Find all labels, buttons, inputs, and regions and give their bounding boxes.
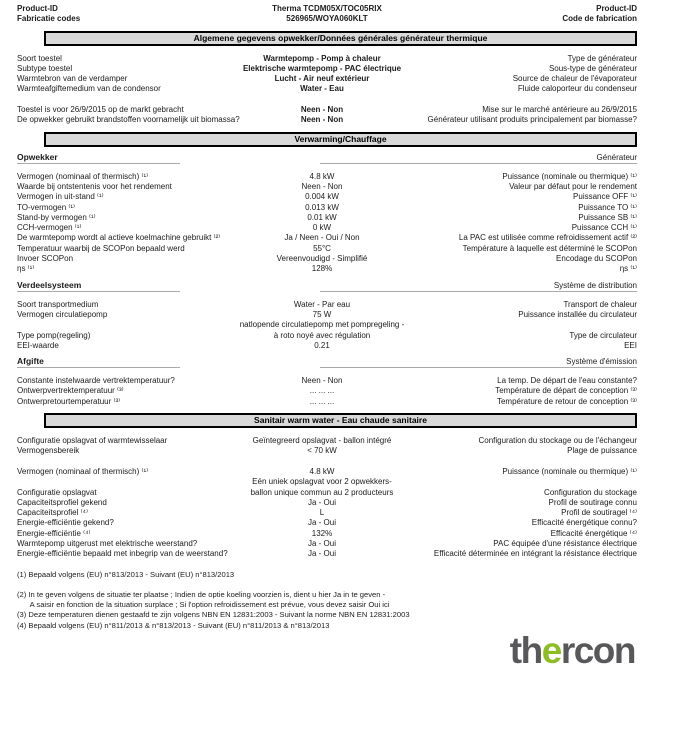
row-value-cell	[237, 182, 407, 192]
row-value-cell	[237, 54, 407, 64]
row-label-fr-cell	[407, 54, 637, 64]
row-label-fr: Efficacité énergétique connu?	[531, 518, 637, 528]
row-value-cell	[237, 331, 407, 341]
row-value-cell	[237, 172, 407, 182]
section-bar: Algemene gegevens opwekker/Données générales générateur thermique	[44, 31, 637, 46]
row-label-fr: Plage de puissance	[567, 446, 637, 456]
row-value-cell	[237, 320, 407, 330]
row-value: 55°C	[313, 243, 331, 253]
row-label-nl-cell	[17, 488, 237, 498]
row-label-fr: Transport de chaleur	[563, 299, 637, 309]
row-label-fr: Fluide caloporteur du condenseur	[517, 84, 637, 94]
row-value: 128%	[311, 264, 333, 274]
row-value-cell	[237, 203, 407, 213]
row-label-nl-cell	[17, 64, 237, 74]
data-row	[0, 331, 675, 341]
row-label-nl-cell	[17, 264, 237, 274]
row-label-nl-cell	[17, 331, 237, 341]
data-row	[0, 213, 675, 223]
row-label-fr-cell	[407, 105, 637, 115]
data-row	[0, 488, 675, 498]
subsection-title-nl: Verdeelsysteem	[17, 280, 180, 292]
row-label-fr: Profil de soutirage connu	[548, 497, 637, 507]
row-label-fr-cell	[407, 264, 637, 274]
row-label-nl-cell	[17, 54, 237, 64]
row-label-fr: Source de chaleur de l'évaporateur	[512, 74, 637, 84]
row-value: Ja - Oui	[307, 538, 336, 548]
row-value: Water - Par eau	[293, 299, 351, 309]
row-value-cell	[237, 300, 407, 310]
row-label-nl: EEI-waarde	[17, 340, 59, 350]
row-label-fr: EEI	[624, 340, 637, 350]
row-label-fr-cell	[407, 341, 637, 351]
row-value-cell	[237, 95, 407, 105]
row-label-nl: Energie-efficiëntie ⁽⁴⁾	[17, 528, 91, 538]
data-row	[0, 518, 675, 528]
logo-accent-e: e	[541, 629, 561, 671]
row-label-nl: Warmtepomp uitgerust met elektrische weerstand?	[17, 538, 198, 548]
data-row	[0, 115, 675, 125]
row-label-fr-cell	[407, 508, 637, 518]
row-value-cell	[237, 549, 407, 559]
row-label-nl: Ontwerpvertrektemperatuur ⁽³⁾	[17, 386, 124, 396]
row-value: Ja / Neen - Oui / Non	[284, 233, 360, 243]
data-row	[0, 54, 675, 64]
row-label-nl-cell	[17, 549, 237, 559]
row-value: natlopende circulatiepomp met pompregeling -	[239, 320, 405, 330]
footnotes	[0, 570, 675, 631]
row-label-fr-cell	[407, 64, 637, 74]
row-label-fr: Efficacité déterminée en intégrant la résistance électrique	[433, 549, 637, 559]
row-value: 0.01 kW	[307, 212, 337, 222]
row-label-nl: De opwekker gebruikt brandstoffen voornamelijk uit biomassa?	[17, 115, 240, 125]
row-value-cell	[237, 498, 407, 508]
row-label-fr-cell	[407, 223, 637, 233]
rows-group	[0, 376, 675, 407]
data-row	[0, 74, 675, 84]
row-value: Eén uniek opslagvat voor 2 opwekkers-	[252, 477, 392, 487]
section-bar: Verwarming/Chauffage	[44, 132, 637, 147]
row-label-fr: PAC équipée d'une résistance électrique	[493, 538, 637, 548]
row-value: 0.21	[314, 340, 330, 350]
data-row	[0, 467, 675, 477]
row-label-fr: La PAC est utilisée comme refroidissement actif ⁽²⁾	[458, 233, 637, 243]
row-value: L	[319, 508, 325, 518]
row-value-cell	[237, 457, 407, 467]
row-label-nl: Vermogensbereik	[17, 446, 80, 456]
row-label-fr-cell	[407, 84, 637, 94]
row-label-nl: TO-vermogen ⁽¹⁾	[17, 202, 76, 212]
rows-group	[0, 436, 675, 560]
row-label-nl: Vermogen (nominaal of thermisch) ⁽¹⁾	[17, 171, 149, 181]
row-label-nl: Vermogen in uit-stand ⁽¹⁾	[17, 192, 104, 202]
row-label-fr: Configuration du stockage ou de l'échangeur	[478, 436, 637, 446]
row-value-cell	[237, 341, 407, 351]
logo-text-post: rcon	[560, 629, 635, 671]
row-label-nl-cell	[17, 376, 237, 386]
row-label-fr-cell	[407, 498, 637, 508]
row-label-fr: Générateur utilisant produits principalement par biomasse?	[427, 115, 637, 125]
row-label-nl: Subtype toestel	[17, 63, 73, 73]
row-value: Ja - Oui	[307, 518, 336, 528]
data-row	[0, 529, 675, 539]
row-label-nl-cell	[17, 518, 237, 528]
row-label-fr: Configuration du stockage	[544, 487, 637, 497]
row-value: 75 W	[312, 309, 332, 319]
row-label-fr-cell	[407, 244, 637, 254]
row-value-cell	[237, 233, 407, 243]
subsection-title-nl: Afgifte	[17, 356, 180, 368]
data-row	[0, 498, 675, 508]
data-row	[0, 300, 675, 310]
header-right-column	[430, 4, 637, 25]
row-label-nl: Waarde bij ontstentenis voor het rendement	[17, 181, 172, 191]
data-row	[0, 508, 675, 518]
section-bar: Sanitair warm water - Eau chaude sanitaire	[44, 413, 637, 428]
fabricatie-codes-label: Fabricatie codes	[17, 14, 81, 24]
row-label-fr-cell	[407, 172, 637, 182]
data-row	[0, 244, 675, 254]
row-value-cell	[237, 436, 407, 446]
row-label-nl: Energie-efficiëntie gekend?	[17, 518, 114, 528]
row-label-fr-cell	[407, 376, 637, 386]
row-label-fr: Température de départ de conception ⁽³⁾	[495, 386, 637, 396]
row-label-nl-cell	[17, 467, 237, 477]
row-label-fr-cell	[407, 529, 637, 539]
row-label-nl: ηs ⁽¹⁾	[17, 264, 35, 274]
row-label-fr-cell	[407, 74, 637, 84]
row-value: ballon unique commun au 2 producteurs	[250, 487, 394, 497]
row-label-fr-cell	[407, 331, 637, 341]
row-label-nl-cell	[17, 115, 240, 125]
row-label-nl-cell	[17, 84, 237, 94]
row-value: Ja - Oui	[307, 549, 336, 559]
footnote-line: A saisir en fonction de la situation surplace ; Si l'option refroidissement est prévue, vous devez saisir Oui ici	[17, 600, 390, 610]
row-label-nl-cell	[17, 203, 237, 213]
document-header	[0, 0, 675, 25]
row-value-cell	[237, 223, 407, 233]
row-label-fr: Encodage du SCOPon	[556, 254, 637, 264]
row-label-fr: Puissance TO ⁽¹⁾	[578, 202, 637, 212]
row-label-nl: Capaciteitsprofiel gekend	[17, 497, 107, 507]
row-value: Water - Eau	[300, 84, 344, 94]
row-label-nl-cell	[17, 182, 237, 192]
row-value: < 70 kW	[307, 446, 337, 456]
row-label-fr: ηs ⁽¹⁾	[619, 264, 637, 274]
row-label-nl: Type pomp(regeling)	[17, 330, 91, 340]
row-label-nl-cell	[17, 223, 237, 233]
footnote-line: (4) Bepaald volgens (EU) n°811/2013 & n°813/2013 - Suivant (EU) n°811/2013 & n°813/2013	[17, 620, 330, 630]
data-row	[0, 203, 675, 213]
row-value: Neen - Non	[301, 376, 343, 386]
row-label-fr-cell	[407, 436, 637, 446]
row-value-cell	[237, 508, 407, 518]
row-label-fr-cell	[407, 182, 637, 192]
subsection-title-fr: Générateur	[320, 153, 637, 164]
data-row	[0, 549, 675, 559]
row-label-fr-cell	[407, 467, 637, 477]
row-value: 0 kW	[312, 223, 332, 233]
row-label-fr: Puissance (nominale ou thermique) ⁽¹⁾	[502, 171, 637, 181]
row-label-fr-cell	[407, 518, 637, 528]
row-value: Elektrische warmtepomp - PAC électrique	[242, 63, 402, 73]
row-label-nl-cell	[17, 320, 237, 330]
row-value: 4.8 kW	[309, 466, 335, 476]
subsection-header	[0, 357, 675, 368]
data-row	[0, 376, 675, 386]
row-label-fr: Puissance installée du circulateur	[518, 309, 637, 319]
row-label-nl: Capaciteitsprofiel ⁽⁴⁾	[17, 508, 88, 518]
row-value: Lucht - Air neuf extérieur	[274, 74, 370, 84]
data-row	[0, 264, 675, 274]
row-label-fr: Mise sur le marché antérieure au 26/9/2015	[482, 105, 637, 115]
row-label-nl: Soort transportmedium	[17, 299, 99, 309]
row-label-nl: CCH-vermogen ⁽¹⁾	[17, 223, 82, 233]
row-value-cell	[237, 74, 407, 84]
row-label-fr-cell	[407, 320, 637, 330]
row-label-nl: De warmtepomp wordt al actieve koelmachine gebruikt ⁽²⁾	[17, 233, 221, 243]
row-label-fr-cell	[407, 213, 637, 223]
subsection-title-fr: Système d'émission	[320, 357, 637, 368]
row-label-fr-cell	[407, 300, 637, 310]
row-label-nl: Warmteafgiftemedium van de condensor	[17, 84, 161, 94]
row-value: 132%	[311, 528, 333, 538]
row-label-fr: Valeur par défaut pour le rendement	[509, 181, 637, 191]
data-row	[0, 477, 675, 487]
row-value: à roto noyé avec régulation	[273, 330, 371, 340]
row-label-fr-cell	[407, 203, 637, 213]
row-value: 0.013 kW	[305, 202, 339, 212]
row-label-fr: Type de circulateur	[569, 330, 637, 340]
header-left-column	[17, 4, 224, 25]
footnote-line: (3) Deze temperaturen dienen gestaafd te zijn volgens NBN EN 12831:2003 - Suivant la norme NBN EN 12831:2003	[17, 610, 410, 620]
row-label-nl: Configuratie opslagvat of warmtewisselaar	[17, 436, 168, 446]
logo-text-pre: th	[509, 629, 542, 671]
row-value-cell	[237, 518, 407, 528]
row-value-cell	[237, 446, 407, 456]
row-label-fr-cell	[407, 446, 637, 456]
row-label-nl-cell	[17, 446, 237, 456]
row-value-cell	[237, 264, 407, 274]
row-label-fr-cell	[407, 549, 637, 559]
row-value: Neen - Non	[301, 181, 343, 191]
row-label-fr: Puissance CCH ⁽¹⁾	[571, 223, 637, 233]
fabrication-code-value: 526965/WOYA060KLT	[286, 14, 368, 24]
row-label-nl-cell	[17, 386, 237, 396]
row-label-fr-cell	[407, 192, 637, 202]
row-label-nl: Stand-by vermogen ⁽¹⁾	[17, 212, 96, 222]
row-value-cell	[237, 376, 407, 386]
row-label-nl-cell	[17, 498, 237, 508]
data-row	[0, 192, 675, 202]
row-value-cell	[237, 244, 407, 254]
data-row	[0, 64, 675, 74]
row-value: Ja - Oui	[307, 497, 336, 507]
row-value: 0.004 kW	[305, 192, 339, 202]
row-value-cell	[237, 488, 407, 498]
row-value-cell	[237, 477, 407, 487]
row-value-cell	[237, 397, 407, 407]
row-label-fr: Type de générateur	[567, 53, 637, 63]
data-row	[0, 95, 675, 105]
row-value-cell	[237, 529, 407, 539]
row-label-nl: Energie-efficiëntie bepaald met inbegrip van de weerstand?	[17, 549, 228, 559]
row-label-nl-cell	[17, 477, 237, 487]
row-value: ... ... ...	[309, 386, 335, 396]
row-label-nl: Warmtebron van de verdamper	[17, 74, 128, 84]
row-value-cell	[237, 105, 407, 115]
row-label-nl-cell	[17, 172, 237, 182]
row-label-fr: Efficacité énergétique ⁽⁴⁾	[550, 528, 637, 538]
row-label-fr-cell	[407, 254, 637, 264]
logo-container	[0, 629, 675, 671]
subsection-header	[0, 153, 675, 164]
row-label-nl-cell	[17, 233, 237, 243]
subsection-title-nl: Opwekker	[17, 152, 180, 164]
document-body	[0, 31, 675, 631]
data-row	[0, 397, 675, 407]
data-row	[0, 457, 675, 467]
row-label-fr-cell	[407, 457, 637, 467]
row-label-fr-cell	[407, 95, 637, 105]
row-label-nl: Vermogen circulatiepomp	[17, 309, 108, 319]
row-label-fr: Puissance (nominale ou thermique) ⁽¹⁾	[502, 466, 637, 476]
row-label-fr-cell	[407, 397, 637, 407]
row-label-fr: Sous-type de générateur	[548, 63, 637, 73]
row-label-nl-cell	[17, 310, 237, 320]
data-row	[0, 84, 675, 94]
product-id-label-fr: Product-ID	[596, 4, 637, 13]
row-label-fr-cell	[407, 539, 637, 549]
row-value-cell	[237, 115, 407, 125]
row-value: Vereenvoudigd - Simplifié	[276, 254, 368, 264]
row-label-nl: Vermogen (nominaal of thermisch) ⁽¹⁾	[17, 466, 149, 476]
row-value-cell	[237, 467, 407, 477]
row-label-nl: Ontwerpretourtemperatuur ⁽³⁾	[17, 396, 121, 406]
row-label-nl: Temperatuur waarbij de SCOPon bepaald werd	[17, 243, 185, 253]
row-label-nl-cell	[17, 436, 237, 446]
row-value: Warmtepomp - Pomp à chaleur	[263, 53, 381, 63]
row-label-nl-cell	[17, 539, 237, 549]
code-fabrication-label: Code de fabrication	[562, 14, 637, 24]
row-label-fr-cell	[407, 488, 637, 498]
row-value-cell	[237, 213, 407, 223]
row-value: 4.8 kW	[309, 171, 335, 181]
data-row	[0, 105, 675, 115]
row-label-nl-cell	[17, 213, 237, 223]
row-label-nl-cell	[17, 529, 237, 539]
footnote-line	[17, 580, 637, 590]
row-label-nl-cell	[17, 457, 237, 467]
row-value-cell	[237, 192, 407, 202]
footnote-line: (1) Bepaald volgens (EU) n°813/2013 - Suivant (EU) n°813/2013	[17, 569, 235, 579]
data-row	[0, 436, 675, 446]
row-label-fr: Température de retour de conception ⁽³⁾	[496, 396, 637, 406]
subsection-header	[0, 281, 675, 292]
data-row	[0, 539, 675, 549]
row-value: ... ... ...	[309, 396, 335, 406]
rows-group	[0, 300, 675, 351]
footnote-line: (2) In te geven volgens de situatie ter plaatse ; Indien de optie koeling voorzien is, dient u hier Ja in te geven -	[17, 589, 386, 599]
row-label-nl: Constante instelwaarde vertrektemperatuur?	[17, 376, 175, 386]
row-label-fr: Température à laquelle est déterminé le SCOPon	[462, 243, 637, 253]
row-label-fr: La temp. De départ de l'eau constante?	[497, 376, 637, 386]
row-label-nl: Toestel is voor 26/9/2015 op de markt gebracht	[17, 105, 184, 115]
row-label-nl-cell	[17, 254, 237, 264]
thercon-logo	[509, 629, 635, 671]
row-label-nl-cell	[17, 300, 237, 310]
row-label-fr: Profil de soutiragel ⁽⁴⁾	[561, 508, 637, 518]
data-row	[0, 310, 675, 320]
subsection-title-fr: Système de distribution	[320, 281, 637, 292]
data-row	[0, 223, 675, 233]
row-value-cell	[237, 386, 407, 396]
product-id-label-nl: Product-ID	[17, 4, 58, 13]
row-label-fr: Puissance OFF ⁽¹⁾	[573, 192, 637, 202]
data-row	[0, 172, 675, 182]
row-label-nl-cell	[17, 95, 237, 105]
row-label-nl-cell	[17, 74, 237, 84]
rows-group	[0, 172, 675, 275]
data-row	[0, 320, 675, 330]
row-label-fr-cell	[407, 233, 637, 243]
row-label-fr: Puissance SB ⁽¹⁾	[578, 212, 637, 222]
product-name: Therma TCDM05X/TOC05RIX	[272, 4, 382, 13]
data-row	[0, 254, 675, 264]
row-value-cell	[237, 254, 407, 264]
data-row	[0, 446, 675, 456]
row-label-nl-cell	[17, 508, 237, 518]
data-row	[0, 233, 675, 243]
row-value: Neen - Non	[300, 105, 344, 115]
data-row	[0, 386, 675, 396]
rows-group	[0, 54, 675, 126]
row-label-fr-cell	[407, 310, 637, 320]
row-label-nl: Soort toestel	[17, 53, 62, 63]
row-label-nl-cell	[17, 341, 237, 351]
row-value-cell	[237, 310, 407, 320]
data-row	[0, 341, 675, 351]
header-center-column	[224, 4, 431, 25]
row-label-fr-cell	[407, 386, 637, 396]
row-value-cell	[237, 84, 407, 94]
row-label-nl-cell	[17, 192, 237, 202]
row-label-nl: Invoer SCOPon	[17, 254, 74, 264]
row-value: Geïntegreerd opslagvat - ballon intégré	[252, 436, 392, 446]
row-value-cell	[237, 539, 407, 549]
row-label-fr-cell	[407, 115, 637, 125]
row-label-nl-cell	[17, 244, 237, 254]
row-label-nl-cell	[17, 105, 237, 115]
row-label-fr-cell	[407, 477, 637, 487]
row-label-nl: Configuratie opslagvat	[17, 487, 97, 497]
data-row	[0, 182, 675, 192]
row-value-cell	[237, 64, 407, 74]
row-label-nl-cell	[17, 397, 237, 407]
row-value: Neen - Non	[300, 115, 344, 125]
